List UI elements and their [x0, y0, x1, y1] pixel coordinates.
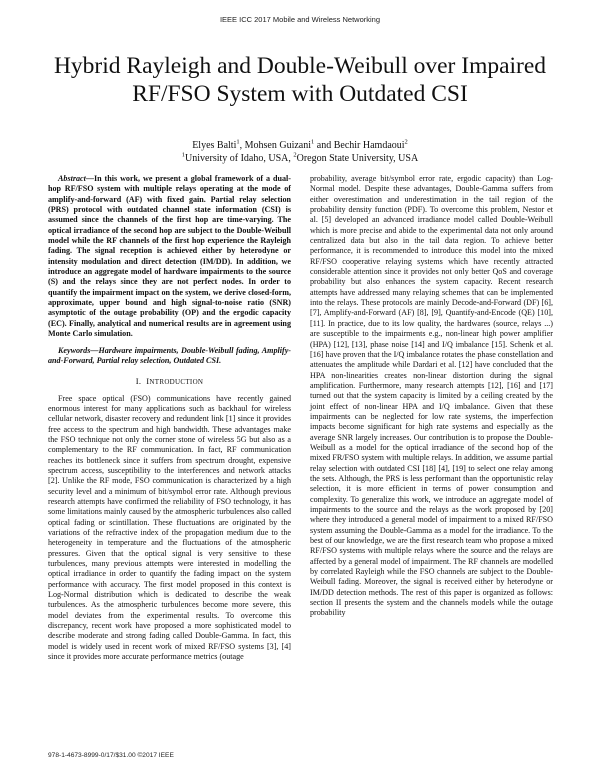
right-column: [310, 174, 553, 619]
intro-paragraph-continued: probability, average bit/symbol error rate, ergodic capacity) than Log-Normal model. Despite these advantages, Double-Gamma suffers from either overestimation and underestimation in the tail region of the probability density function (PDF). To overcome this problem, Nestor et al. [5] developed an advanced irradiance model called Double-Weibull which is more precise and abide to the experimental data not only around centralized data but also in the tail data region. To achieve better performance, it is recommended to introduce this model into the mixed RF/FSO cooperative relaying systems which have recently attracted considerable attention since it provides not only better QoS and coverage probability but also enhances the system capacity. Recent research attempts have addressed many relaying schemes that can be implemented into the relays. These protocols are mainly Decode-and-Forward (DF) [6], [7], Amplify-and-Forward (AF) [8], [9], Quantify-and-Encode (QE) [10], [11]. In practice, due to its low quality, the hardwares (source, relays ...) are susceptible to the impairments e.g., non-linear high power amplifier (HPA) [12], [13], phase noise [14] and I/Q imbalance [15]. Schenk et al. [16] have proven that the I/Q imbalance rotates the phase constellation and attenuates the amplitude while Dardari et al. [12] have concluded that the HPA non-linearities creates non-linear distortion during the signal amplification. Furthermore, many research attempts [12], [16] and [17] turned out that the system capacity is limited by a ceiling created by the joint effect of non-linear HPA and I/Q imbalance. Given that these impairments can be neglected for low rate systems, the imperfection impacts become significant for high rate systems and especially as the average SNR largely increases. Our contribution is to propose the Double-Weibull as a model for the optical irradiance of the second hop of the mixed FR/FSO system with multiple relays. In addition, we assume partial relay selection with outdated CSI [18] [4], [19] to select one relay among the sets. Although, the PRS is less performant than the opportunistic relay selection, it is more efficient in terms of power consumption and complexity. To generalize this work, we introduce an aggregate model of impairments to the source and the relays as the work proposed by [20] where they introduced a general model of impairment to a mixed RF/FSO system assuming the Double-Gamma as a model for the irradiance. To the best of our knowledge, we are the first research team who propose a mixed RF/FSO systems with multiple relays where the source and the relays are affected by a general model of impairment. The RF channels are modelled by correlated Rayleigh while the FSO channels are subject to the Double-Weibull fading. Moreover, the signal is received either by heterodyne or IM/DD detection methods. The rest of this paper is organized as follows: section II presents the system and the channels models while the outage probability: [310, 174, 553, 618]
affiliation-name: University of Idaho, USA,: [185, 153, 291, 164]
affiliation-mark: 1: [181, 151, 186, 159]
abstract-text: —In this work, we present a global framework of a dual-hop RF/FSO system with multiple relays operating at the mode of amplify-and-forward (AF) with fixed gain. Partial relay selection (PRS) protocol with outdated channel state information (CSI) is assumed since the channels of the first hop are time-varying. The optical irradiance of the second hop are subject to the Double-Weibull model while the RF channels of the first hop experience the Rayleigh fading. The signal reception is achieved either by heterodyne or intensity modulation and direct detection (IM/DD). In addition, we introduce an aggregate model of hardware impairments to the source (S) and the relays since they are not perfect nodes. In order to quantify the impairment impact on the system, we derive closed-form, approximate, upper bound and high signal-to-noise ratio (SNR) asymptotic of the outage probability (OP) and the ergodic capacity (EC). Finally, analytical and numerical results are in agreement using Monte Carlo simulation.: [48, 174, 291, 339]
keywords-text: —Hardware impairments, Double-Weibull fading, Amplify-and-Forward, Partial relay selection, Outdated CSI.: [48, 345, 291, 365]
keywords: [48, 346, 291, 367]
section-title-rest: NTRODUCTION: [149, 378, 204, 387]
paper-title: Hybrid Rayleigh and Double-Weibull over Impaired RF/FSO System with Outdated CSI: [53, 53, 547, 107]
copyright-footer: 978-1-4673-8999-0/17/$31.00 ©2017 IEEE: [48, 752, 174, 759]
section-number: I.: [135, 376, 142, 387]
keywords-label: Keywords: [58, 345, 91, 355]
affiliation-mark: 1: [236, 138, 240, 146]
author-name: Elyes Balti: [192, 140, 237, 151]
author-name: Bechir Hamdaoui: [333, 140, 405, 151]
affiliation-name: Oregon State University, USA: [296, 153, 419, 164]
author-line: Elyes Balti$^1$, Mohsen Guizani$^1$ and Bechir Hamdaoui$^2$: [192, 138, 408, 151]
author-name: Mohsen Guizani: [244, 140, 312, 151]
affiliation-mark: 2: [404, 138, 408, 146]
section-heading: [48, 376, 291, 387]
section-title-initial: I: [146, 376, 150, 387]
abstract: [48, 174, 291, 340]
left-column: [48, 174, 291, 662]
conference-header: IEEE ICC 2017 Mobile and Wireless Networking: [219, 15, 381, 24]
intro-paragraph: Free space optical (FSO) communications have recently gained enormous interest for many applications such as backhaul for wireless cellular network, disaster recovery and redundent link [1] since it provides free access to the spectrum and high bandwidth. These advantages make the FSO technique not only the corner stone of wireless 5G but also as a complementary to the RF communication. In fact, RF communication reaches its bottleneck since it suffers from spectrum drought, expensive spectrum access, susceptibility to the interferences and network attacks [2]. Unlike the RF mode, FSO communication is characterized by a high security level and a minimum of bit/symbol error rate. Although previous research attempts have confirmed the reliability of FSO technology, it has some limitations mainly caused by the atmospheric turbulences also called optical fading or scintillation. These fluctuations are originated by the variations of the refractive index of the propagation medium due to the heterogeneity in temperature and the fluctuations of the atmospheric pressures. Given that the optical signal is very sensitive to these turbulences, many previous attempts were interested in modelling the optical irradiance in order to quantify the fading impact on the system performance with accuracy. The first model proposed in this context is Log-Normal distribution which is dedicated to describe the weak turbulences. As the atmospheric turbulences become more severe, this model deviates from the experimental results. To overcome this discrepancy, recent work have proposed a more sophisticated model to describe moderate and strong fading called Double-Gamma. In fact, this model is widely used in recent work of mixed RF/FSO systems [3], [4] since it provides more accurate performance metrics (outage: [48, 393, 291, 662]
affiliation-mark: 1: [311, 138, 315, 146]
abstract-label: Abstract: [58, 174, 86, 183]
affiliation-line: [0, 152, 600, 165]
affiliation-mark: 2: [293, 151, 297, 159]
